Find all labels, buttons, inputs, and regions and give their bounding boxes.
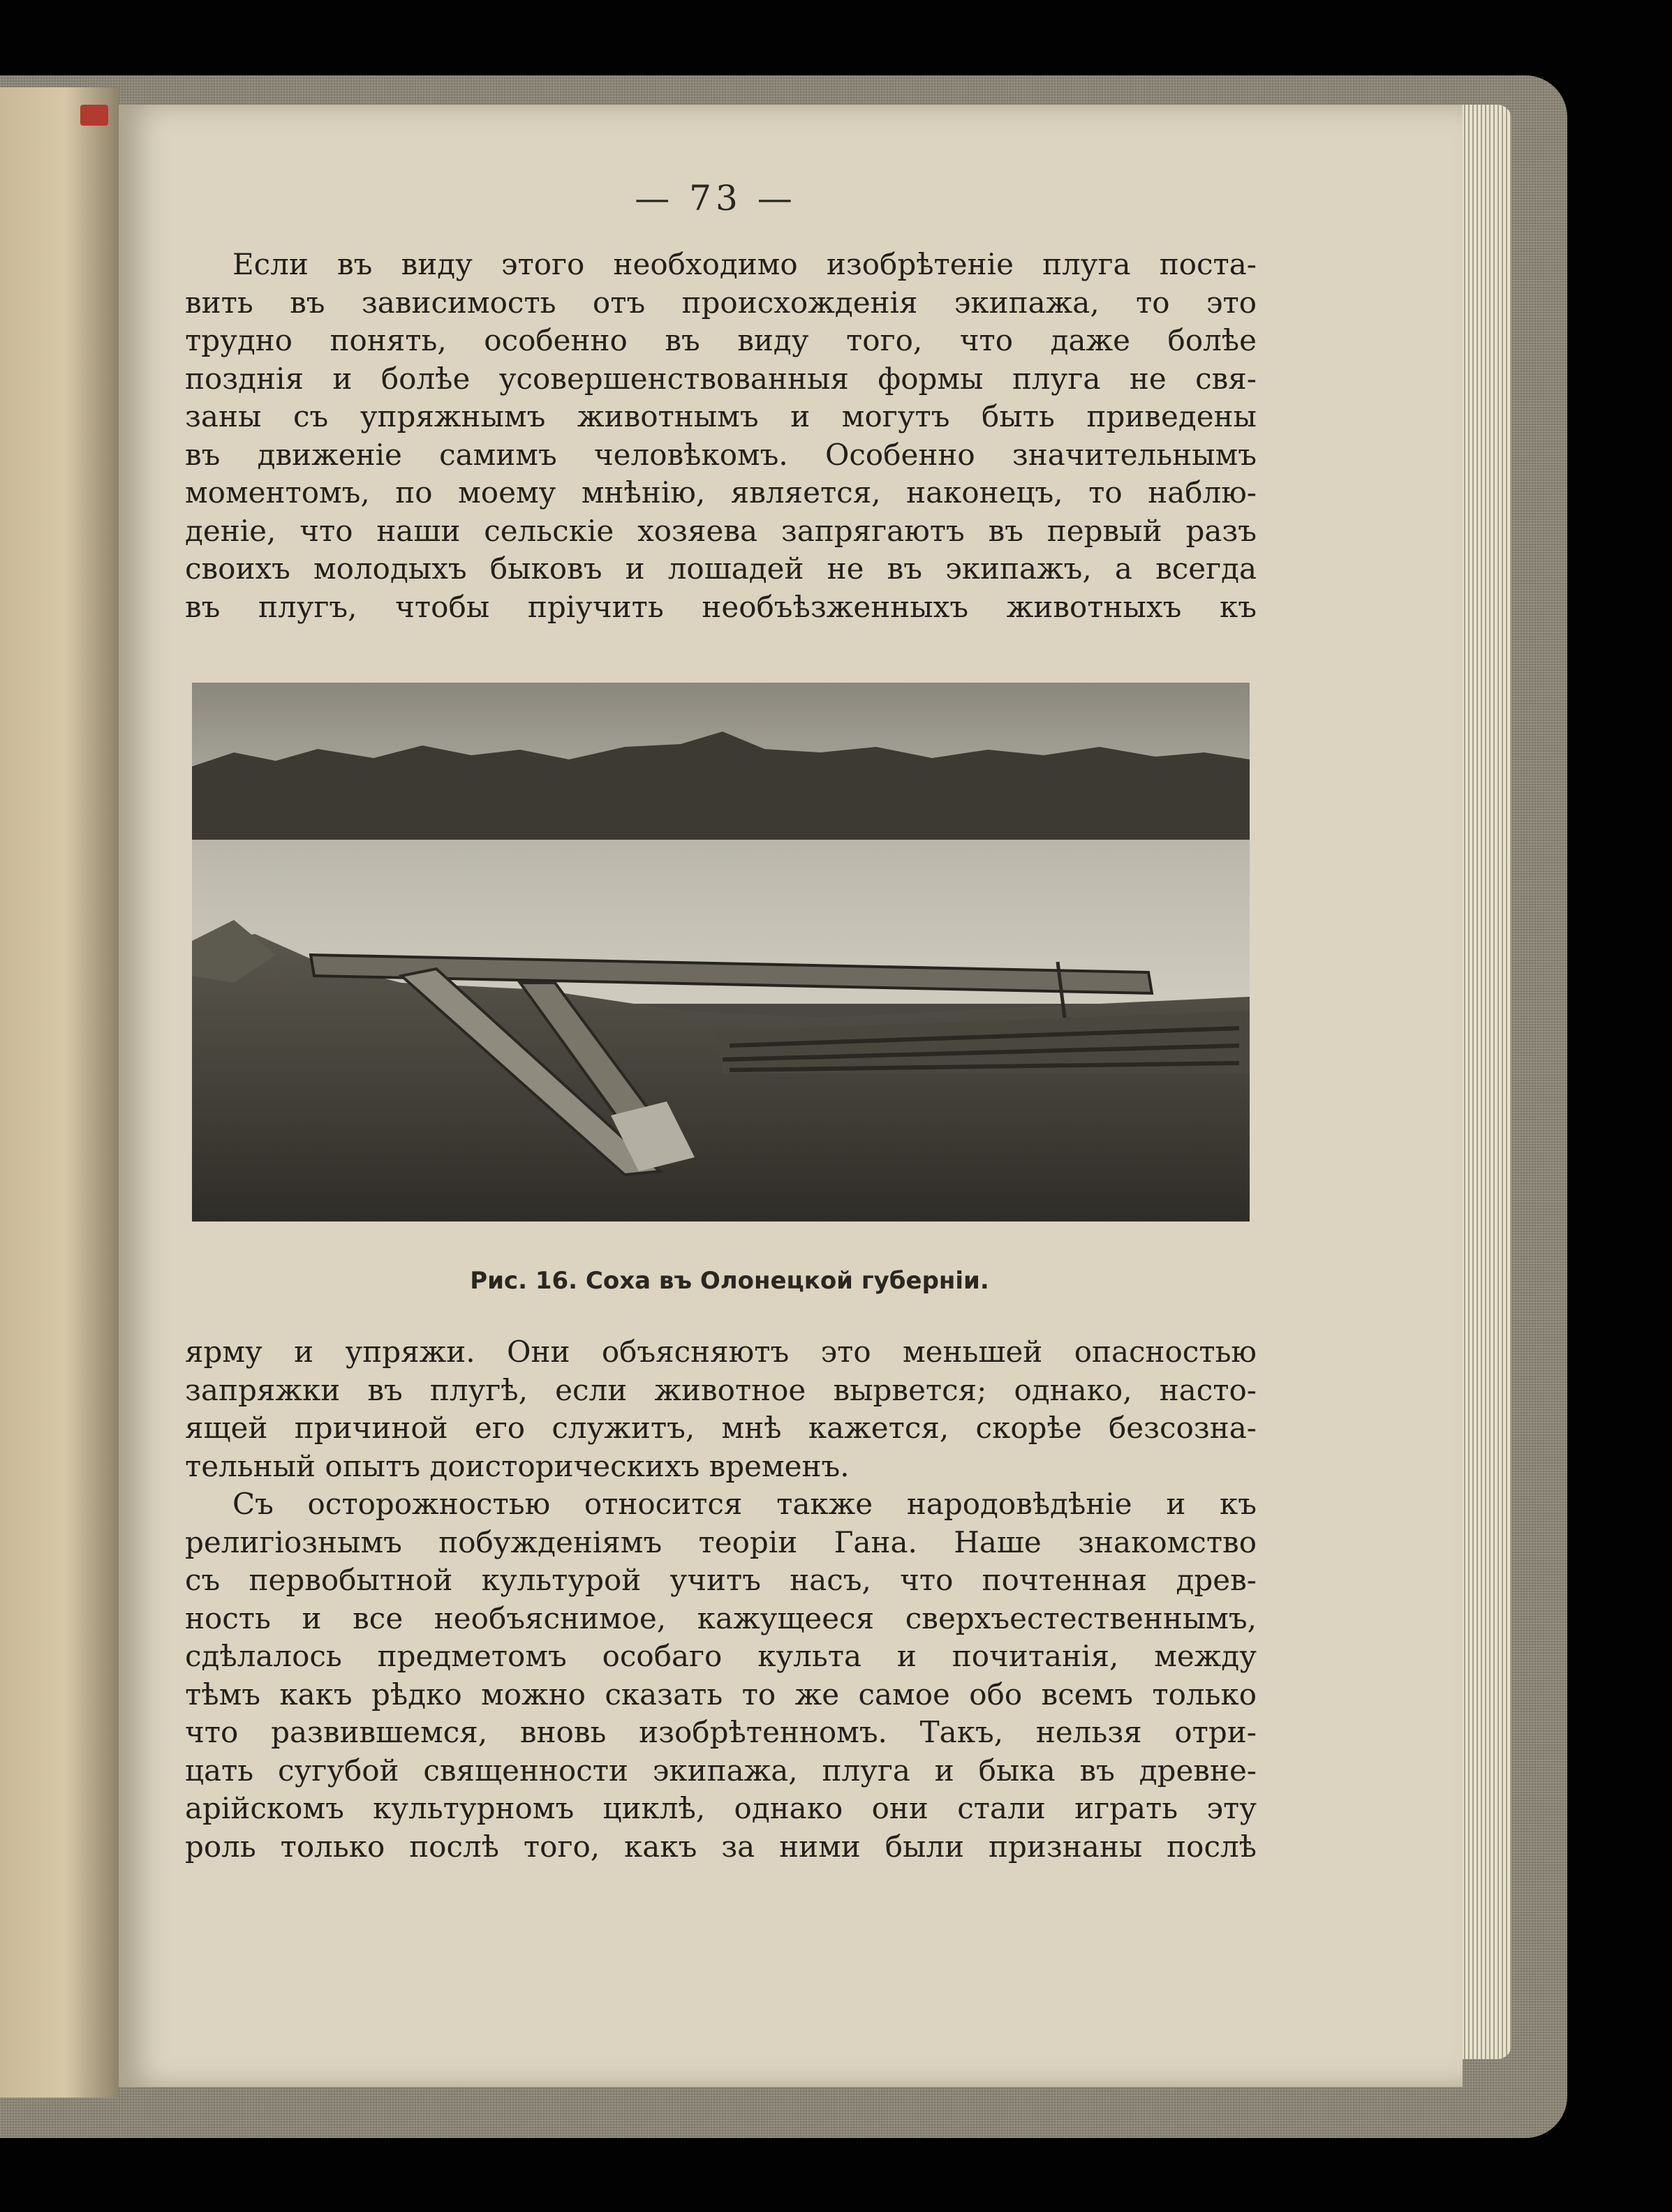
figure-caption: Рис. 16. Соха въ Олонецкой губерніи. (470, 1267, 989, 1295)
text-line: съ первобытной культурой учитъ насъ, что почтенная древ- (185, 1563, 1257, 1597)
text-line: заны съ упряжнымъ животнымъ и могутъ быть приведены (185, 399, 1257, 433)
text-line: деніе, что наши сельскіе хозяева запрягаютъ въ первый разъ (185, 513, 1257, 548)
text-line: тельный опытъ доисторическихъ временъ. (185, 1448, 850, 1483)
paragraph-top (185, 246, 1257, 626)
text-line: ность и все необъяснимое, кажущееся сверхъестественнымъ, (185, 1601, 1257, 1635)
plough-photo-image (192, 683, 1250, 1222)
text-line: моментомъ, по моему мнѣнію, является, наконецъ, то наблю- (185, 475, 1257, 510)
text-line: сдѣлалось предметомъ особаго культа и почитанія, между (185, 1639, 1257, 1673)
text-line: Если въ виду этого необходимо изобрѣтеніе плуга поста- (232, 247, 1257, 281)
spine-thread (80, 105, 108, 126)
previous-page-edge (0, 87, 119, 2098)
page-number: — 73 — (635, 178, 797, 218)
paragraph-second (185, 1485, 1257, 1866)
text-line: вить въ зависимость отъ происхожденія экипажа, то это (185, 285, 1257, 320)
text-line: Съ осторожностью относится также народовѣдѣніе и къ (232, 1487, 1257, 1521)
text-line: арійскомъ культурномъ циклѣ, однако они стали играть эту (185, 1791, 1257, 1825)
text-line: ящей причиной его служитъ, мнѣ кажется, скорѣе безсозна- (185, 1411, 1257, 1445)
text-line: позднія и болѣе усовершенствованныя формы плуга не свя- (185, 361, 1257, 396)
text-line: въ плугъ, чтобы пріучить необъѣзженныхъ животныхъ къ (185, 589, 1257, 624)
figure-photo-plough (192, 683, 1250, 1222)
text-line: цать сугубой священности экипажа, плуга и быка въ древне- (185, 1753, 1257, 1788)
text-line: что развившемся, вновь изобрѣтенномъ. Такъ, нельзя отри- (185, 1715, 1257, 1749)
text-line: запряжки въ плугѣ, если животное вырвется; однако, насто- (185, 1372, 1257, 1407)
text-line: роль только послѣ того, какъ за ними были признаны послѣ (185, 1829, 1257, 1864)
text-line: тѣмъ какъ рѣдко можно сказать то же самое обо всемъ только (185, 1677, 1257, 1712)
paragraph-continue (185, 1333, 1257, 1485)
text-line: въ движеніе самимъ человѣкомъ. Особенно значительнымъ (185, 437, 1257, 472)
text-line: ярму и упряжи. Они объясняютъ это меньшей опасностью (185, 1335, 1257, 1369)
text-line: религіознымъ побужденіямъ теоріи Гана. Наше знакомство (185, 1524, 1257, 1559)
text-line: трудно понять, особенно въ виду того, что даже болѣе (185, 323, 1257, 357)
text-line: своихъ молодыхъ быковъ и лошадей не въ экипажъ, а всегда (185, 551, 1257, 586)
